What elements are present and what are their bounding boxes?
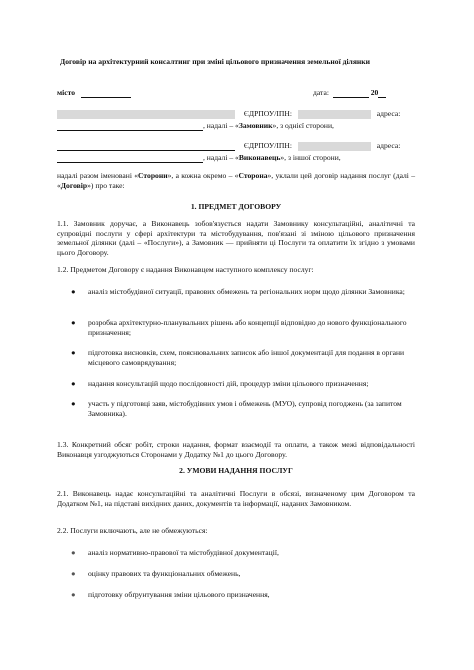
document-title: Договір на архітектурний консалтинг при зміні цільового призначення земельної ділянки	[60, 57, 371, 66]
bullet-icon: ●	[71, 348, 76, 357]
section-1-heading: 1. ПРЕДМЕТ ДОГОВОРУ	[190, 202, 282, 211]
city-blank[interactable]	[81, 89, 131, 98]
contractor-edrpou-label: ЄДРПОУ/ІПН:	[243, 141, 292, 150]
paragraph-1-3: 1.3. Конкретний обсяг робіт, строки надання, формат взаємодії та оплати, а також межі відповідальності Виконавця узгоджуються Сторонами у Додатку №1 до цього Договору.	[57, 440, 415, 459]
paragraph-2-1: 2.1. Виконавець надає консультаційні та аналітичні Послуги в обсязі, визначеному цим Договором та Додатком №1, на підставі вихідних даних, документів та інформації, наданих Замовником.	[57, 489, 415, 508]
contractor-edrpou-field[interactable]	[298, 142, 371, 151]
section-2-heading: 2. УМОВИ НАДАННЯ ПОСЛУГ	[179, 466, 293, 475]
list-item: надання консультацій щодо послідовності дій, процедур зміни цільового призначення;	[88, 379, 369, 388]
list-item: розробка архітектурно-планувальних рішень або концепції відповідно до нового функціонального призначення;	[88, 318, 407, 337]
list-item: оцінку правових та функціональних обмежень,	[88, 569, 241, 578]
contractor-line-2: , надалі – «Виконавець», з іншої сторони,	[57, 153, 341, 163]
customer-edrpou-label: ЄДРПОУ/ІПН:	[243, 109, 292, 118]
date-blank[interactable]	[333, 89, 369, 98]
bullet-icon: ●	[71, 569, 76, 578]
bullet-icon: ●	[71, 548, 76, 557]
customer-address-field[interactable]	[57, 122, 203, 131]
list-item: участь у підготовці заяв, містобудівних умов і обмежень (МУО), супровід погоджень (за запитом Замовника).	[88, 399, 402, 418]
date-label: дата:	[313, 88, 329, 97]
city-line	[57, 88, 131, 98]
contractor-address-field[interactable]	[57, 154, 203, 163]
customer-line-2: , надалі – «Замовник», з одніє͏ї сторони,	[57, 121, 334, 131]
paragraph-1-2: 1.2. Предметом Договору є надання Виконавцем наступного комплексу послуг:	[57, 265, 314, 274]
date-year: 20	[370, 88, 379, 97]
year-blank[interactable]	[378, 89, 386, 98]
bullet-icon: ●	[71, 318, 76, 327]
list-item: аналіз нормативно-правової та містобудівної документації,	[88, 548, 279, 557]
bullet-icon: ●	[71, 399, 76, 408]
paragraph-1-1: 1.1. Замовник доручає, а Виконавець зобов'язується надати Замовнику консультаційні, аналітичні та супровідні послуги у сфері архітектури та містобудування, пов'язані зі зміною цільового призначення земельної ділянки (далі – «Послуги»), а Замовник — прийняти ці Послуги та оплатити їх згідно з умовами цього Договору.	[57, 219, 415, 258]
city-label: місто	[57, 88, 76, 97]
contractor-role: Виконавець	[238, 153, 281, 162]
bullet-icon: ●	[71, 287, 76, 296]
intro-paragraph: надалі разом іменовані «Сторони», а кожна окремо – «Сторона», уклали цей договір надання послуг (далі – «Договір») про таке:	[57, 171, 415, 190]
paragraph-2-2: 2.2. Послуги включають, але не обмежуються:	[57, 526, 208, 535]
contractor-address-label: адреса:	[376, 141, 401, 150]
customer-name-field[interactable]	[57, 110, 235, 119]
customer-role: Замовник	[238, 121, 273, 130]
list-item: підготовка висновків, схем, пояснювальних записок або іншої документації для подання в органи місцевого самоврядування;	[88, 348, 405, 367]
list-item: аналіз містобудівної ситуації, правових обмежень та регіональних норм щодо ділянки Замовника;	[88, 287, 405, 296]
list-item: підготовку обґрунтування зміни цільового призначення,	[88, 590, 270, 599]
bullet-icon: ●	[71, 379, 76, 388]
bullet-icon: ●	[71, 590, 76, 599]
contractor-line-1	[57, 141, 400, 151]
date-line	[313, 88, 386, 98]
customer-address-label: адреса:	[376, 109, 401, 118]
customer-edrpou-field[interactable]	[298, 110, 371, 119]
customer-line-1	[57, 109, 400, 119]
contractor-name-field[interactable]	[57, 142, 235, 151]
